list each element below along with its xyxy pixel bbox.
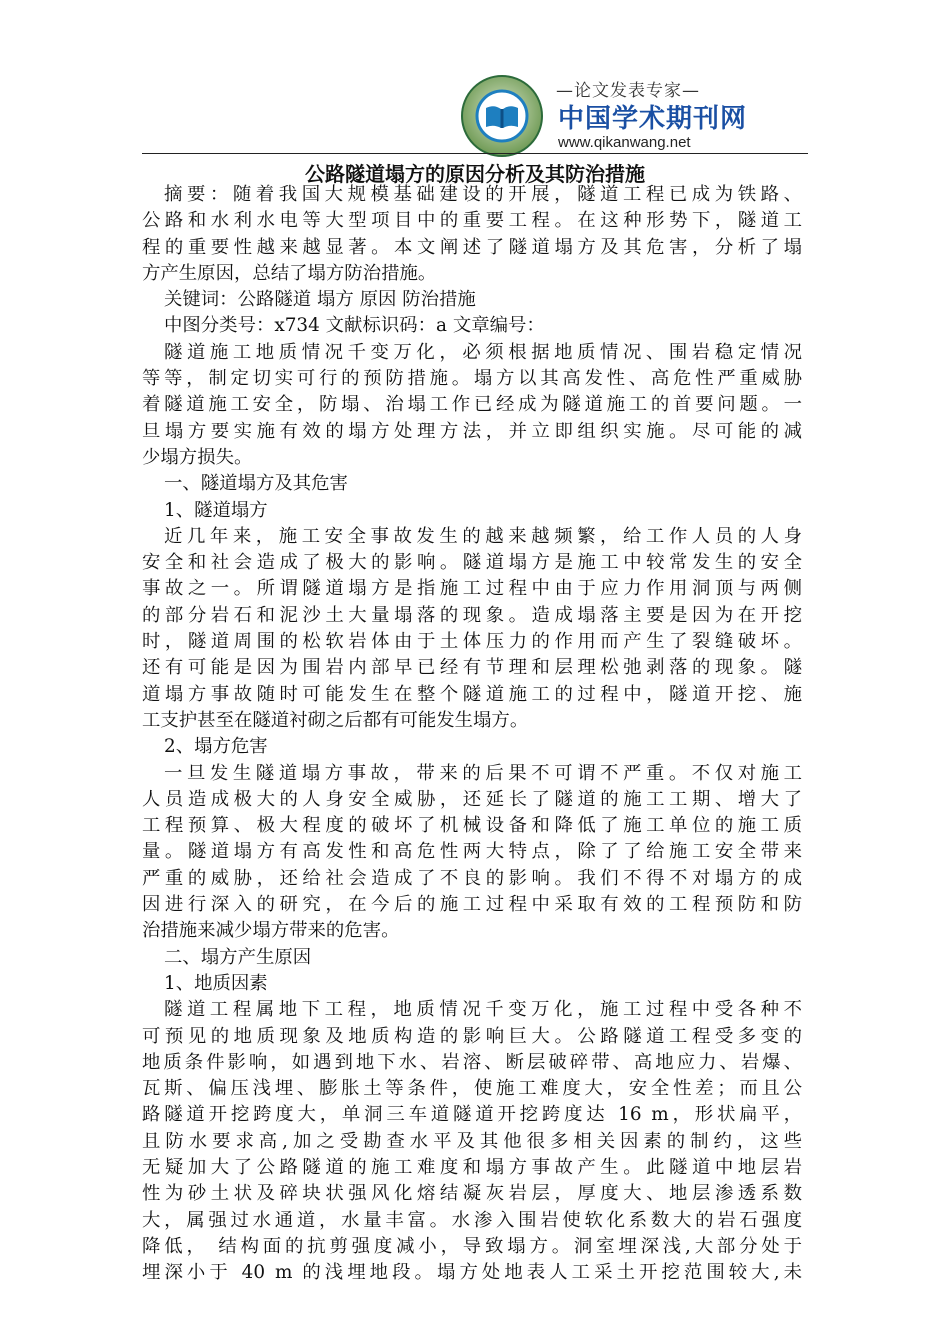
text-line: 埋深小于 40 m 的浅埋地段。塌方处地表人工采土开挖范围较大,未 (142, 1262, 802, 1284)
text-line: 地质条件影响，如遇到地下水、岩溶、断层破碎带、高地应力、岩爆、 (142, 1051, 802, 1073)
publisher-logo (460, 74, 748, 154)
logo-brand-name: 中国学术期刊网 (558, 104, 748, 134)
text-line: 还有可能是因为围岩内部早已经有节理和层理松弛剥落的现象。隧 (142, 657, 802, 679)
text-line: 可预见的地质现象及地质构造的影响巨大。公路隧道工程受多变的 (142, 1025, 802, 1047)
text-line: 道塌方事故随时可能发生在整个隧道施工的过程中，隧道开挖、施 (142, 683, 802, 705)
text-line: 因进行深入的研究，在今后的施工过程中采取有效的工程预防和防 (142, 894, 802, 916)
text-line: 路隧道开挖跨度大，单洞三车道隧道开挖跨度达 16 m，形状扁平， (142, 1104, 802, 1126)
text-line: 且防水要求高,加之受勘查水平及其他很多相关因素的制约，这些 (142, 1130, 802, 1152)
text-line: 等等，制定切实可行的预防措施。塌方以其高发性、高危性严重威胁 (142, 368, 802, 390)
section-heading: 一、隧道塌方及其危害 (164, 473, 348, 495)
text-line: 降低， 结构面的抗剪强度减小，导致塌方。洞室埋深浅,大部分处于 (142, 1235, 802, 1257)
text-line: 旦塌方要实施有效的塌方处理方法，并立即组织实施。尽可能的减 (142, 420, 802, 442)
text-line: 事故之一。所谓隧道塌方是指施工过程中由于应力作用洞顶与两侧 (142, 578, 802, 600)
section-heading: 二、塌方产生原因 (164, 946, 312, 968)
text-line: 一旦发生隧道塌方事故，带来的后果不可谓不严重。不仅对施工 (164, 762, 802, 784)
logo-url: www.qikanwang.net (558, 134, 691, 151)
book-seal-icon (460, 74, 544, 158)
text-line: 时，隧道周围的松软岩体由于土体压力的作用而产生了裂缝破坏。 (142, 631, 802, 653)
text-line: 人员造成极大的人身安全威胁，还延长了隧道的施工工期、增大了 (142, 788, 802, 810)
text-line: 程的重要性越来越显著。本文阐述了隧道塌方及其危害，分析了塌 (142, 236, 802, 258)
text-line: 着隧道施工安全，防塌、治塌工作已经成为隧道施工的首要问题。一 (142, 394, 802, 416)
subsection-heading: 2、塌方危害 (164, 736, 268, 758)
text-line: 隧道施工地质情况千变万化，必须根据地质情况、围岩稳定情况 (164, 341, 802, 363)
text-line: 瓦斯、偏压浅埋、膨胀土等条件，使施工难度大，安全性差；而且公 (142, 1078, 802, 1100)
logo-slogan: —论文发表专家— (556, 81, 700, 101)
article-body (142, 182, 802, 1286)
text-line: 大，属强过水通道，水量丰富。水渗入围岩使软化系数大的岩石强度 (142, 1209, 802, 1231)
text-line: 近几年来，施工安全事故发生的越来越频繁，给工作人员的人身 (164, 525, 802, 547)
text-line: 隧道工程属地下工程，地质情况千变万化，施工过程中受各种不 (164, 999, 802, 1021)
text-line: 治措施来减少塌方带来的危害。 (142, 920, 400, 942)
header-divider (142, 153, 808, 154)
subsection-heading: 1、地质因素 (164, 972, 268, 994)
text-line: 公路和水利水电等大型项目中的重要工程。在这种形势下，隧道工 (142, 210, 802, 232)
text-line: 的部分岩石和泥沙土大量塌落的现象。造成塌落主要是因为在开挖 (142, 604, 802, 626)
text-line: 少塌方损失。 (142, 446, 253, 468)
article-title: 公路隧道塌方的原因分析及其防治措施 (305, 162, 645, 186)
keywords-line: 关键词：公路隧道 塌方 原因 防治措施 (164, 289, 476, 311)
text-line: 方产生原因，总结了塌方防治措施。 (142, 262, 437, 284)
classification-line: 中图分类号：x734 文献标识码：a 文章编号： (164, 315, 545, 337)
text-line: 摘要：随着我国大规模基础建设的开展，隧道工程已成为铁路、 (164, 184, 802, 205)
text-line: 量。隧道塌方有高发性和高危性两大特点，除了了给施工安全带来 (142, 841, 802, 863)
text-line: 严重的威胁，还给社会造成了不良的影响。我们不得不对塌方的成 (142, 867, 802, 889)
text-line: 性为砂土状及碎块状强风化熔结凝灰岩层，厚度大、地层渗透系数 (142, 1183, 802, 1205)
subsection-heading: 1、隧道塌方 (164, 499, 268, 521)
text-line: 工程预算、极大程度的破坏了机械设备和降低了施工单位的施工质 (142, 815, 802, 837)
text-line: 工支护甚至在隧道衬砌之后都有可能发生塌方。 (142, 709, 529, 731)
text-line: 安全和社会造成了极大的影响。隧道塌方是施工中较常发生的安全 (142, 552, 802, 574)
text-line: 无疑加大了公路隧道的施工难度和塌方事故产生。此隧道中地层岩 (142, 1156, 802, 1178)
